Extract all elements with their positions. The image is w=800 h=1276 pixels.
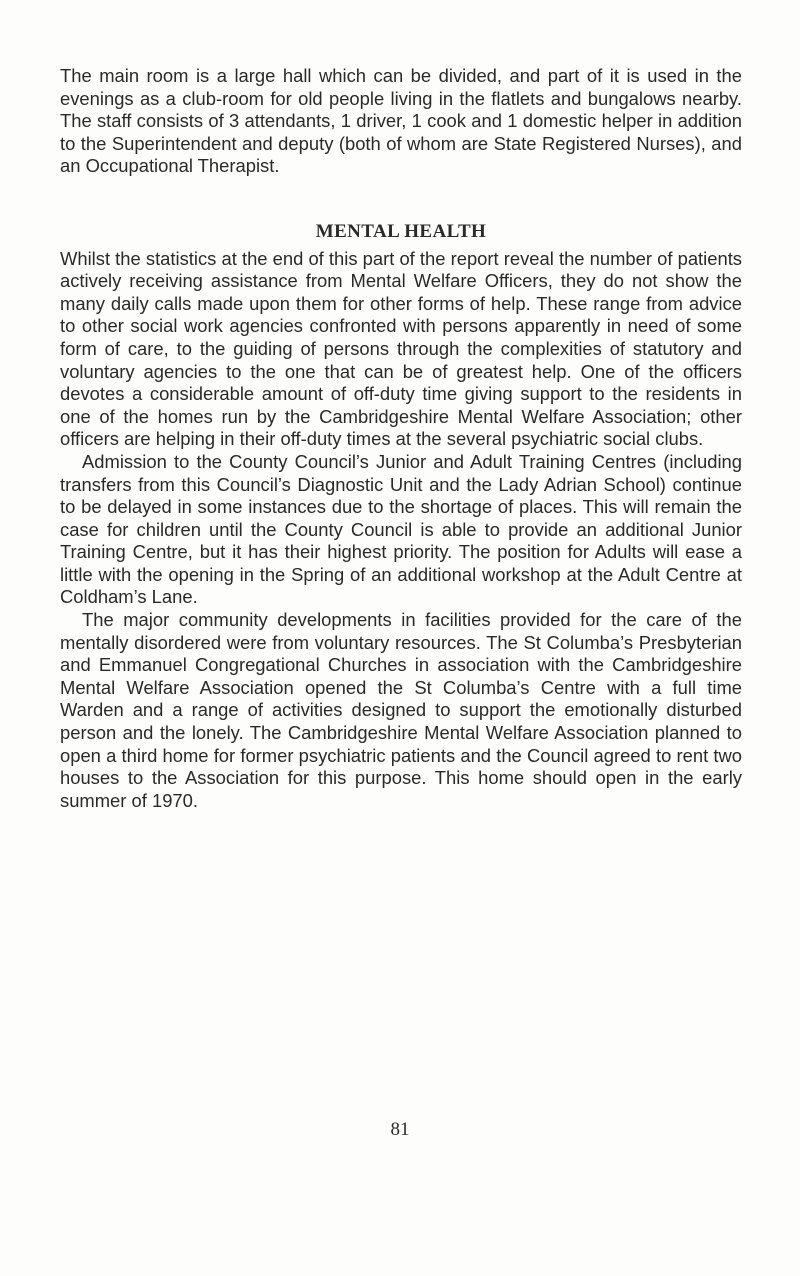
body-paragraph-3: The major community developments in facilities provided for the care of the mentally disordered were from voluntary resources. The St Columba’s Presbyterian and Emmanuel Congregational Churches in association with the Cambridgeshire Mental Welfare Association opened the St Columba’s Centre with a full time Warden and a range of activities designed to support the emotionally disturbed person and the lonely. The Cambridgeshire Mental Welfare Association planned to open a third home for former psychiatric patients and the Council agreed to rent two houses to the Association for this purpose. This home should open in the early summer of 1970. (60, 609, 742, 811)
intro-paragraph: The main room is a large hall which can be divided, and part of it is used in the evenings as a club-room for old people living in the flatlets and bungalows nearby. The staff consists of 3 attendants, 1 driver, 1 cook and 1 domestic helper in addition to the Superintendent and deputy (both of whom are State Registered Nurses), and an Occupational Therapist. (60, 65, 742, 177)
body-paragraph-2: Admission to the County Council’s Junior and Adult Training Centres (including transfers from this Council’s Diagnostic Unit and the Lady Adrian School) continue to be delayed in some instances due to the shortage of places. This will remain the case for children until the County Council is able to provide an additional Junior Training Centre, but it has their highest priority. The position for Adults will ease a little with the opening in the Spring of an additional workshop at the Adult Centre at Coldham’s Lane. (60, 450, 742, 608)
section-heading: MENTAL HEALTH (315, 220, 487, 242)
body-paragraph-1: Whilst the statistics at the end of this part of the report reveal the number of patients actively receiving assistance from Mental Welfare Officers, they do not show the many daily calls made upon them for other forms of help. These range from advice to other social work agencies confronted with persons apparently in need of some form of care, to the guiding of persons through the complexities of statutory and voluntary agencies to the one that can be of greatest help. One of the officers devotes a considerable amount of off-duty time giving support to the residents in one of the homes run by the Cambridgeshire Mental Welfare Association; other officers are helping in their off-duty times at the several psychiatric social clubs. (60, 247, 742, 450)
page-number: 81 (390, 1119, 410, 1140)
document-page (60, 65, 742, 812)
